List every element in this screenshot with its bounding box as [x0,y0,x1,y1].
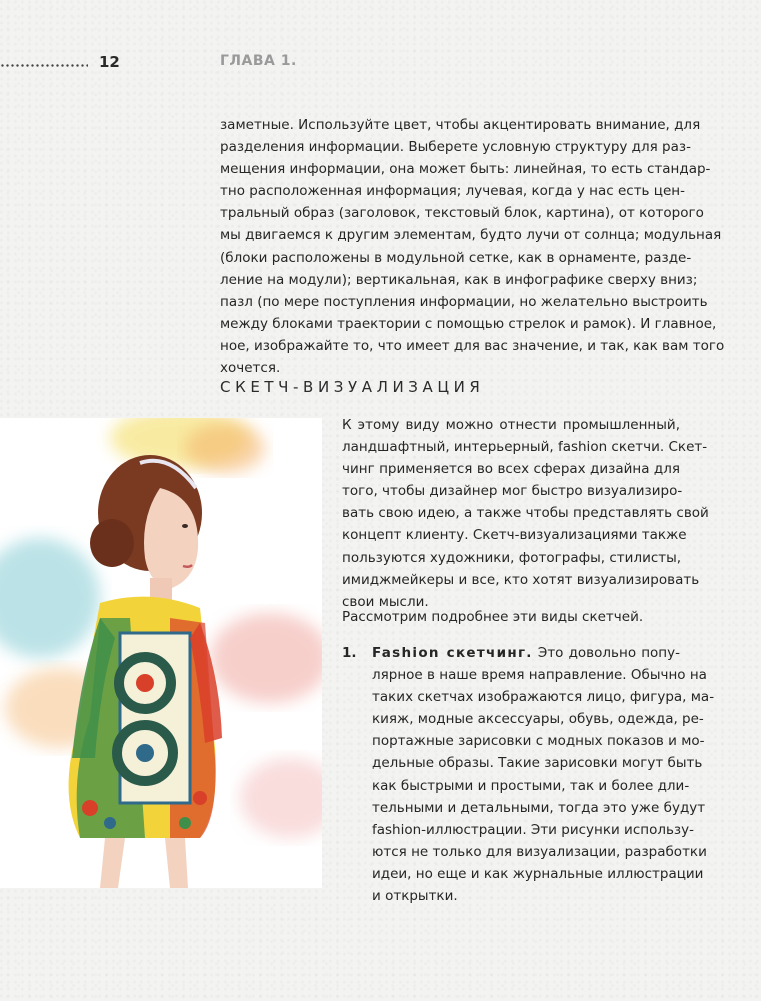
list-item-first-line: Это довольно попу- [532,645,680,661]
hair-bun [90,519,134,567]
text-line: ление на модули); вертикальная, как в инфографике сверху вниз; [220,271,698,288]
text-line: fashion-иллюстрации. Эти рисунки использу- [372,821,694,838]
text-line: кияж, модные аксессуары, обувь, одежда, ре- [372,711,704,728]
text-line: концепт клиенту. Скетч-визуализациями также [342,527,687,544]
text-line [372,642,680,664]
text-line: лярное в наше время направление. Обычно на [372,667,707,684]
text-line: тно расположенная информация; лучевая, когда у нас есть цен- [220,183,685,200]
text-line: таких скетчах изображаются лицо, фигура, ма- [372,689,715,706]
text-line: ются не только для визуализации, разработки [372,843,707,860]
dotted-rule [0,64,88,67]
list-item-body [372,642,715,907]
text-line: мещения информации, она может быть: линейная, то есть стандар- [220,161,711,178]
list-item-number: 1. [342,645,357,661]
text-line: между блоками траектории с помощью стрелок и рамок). И главное, [220,315,717,332]
text-line: заметные. Используйте цвет, чтобы акцентировать внимание, для [220,117,701,133]
text-line: свои мысли. [342,593,429,610]
fashion-sketch-illustration [0,418,322,888]
text-line: имиджмейкеры и все, кто хотят визуализировать [342,571,700,588]
text-line: (блоки расположены в модульной сетке, как в орнаменте, разде- [220,249,692,266]
text-line: как быстрыми и простыми, так и более дли- [372,777,690,794]
text-line: К этому виду можно отнести промышленный, [342,417,680,433]
list-item-title: Fashion скетчинг. [372,645,533,661]
paragraph-types-intro: Рассмотрим подробнее эти виды скетчей. [342,609,644,625]
text-line: тральный образ (заголовок, текстовый блок, картина), от которого [220,205,704,222]
page-number: 12 [99,53,120,71]
text-line: ландшафтный, интерьерный, fashion скетчи. Скет- [342,439,708,456]
splash-orange [185,423,265,473]
text-line: дельные образы. Такие зарисовки могут быть [372,755,703,772]
text-line: вать свою идею, а также чтобы представлять свой [342,505,709,522]
chapter-title: ГЛАВА 1. [220,53,297,69]
text-line: ное, изображайте то, что имеет для вас значение, и так, как вам того [220,337,725,354]
text-line: портажные зарисовки с модных показов и мо- [372,733,705,750]
section-heading: СКЕТЧ-ВИЗУАЛИЗАЦИЯ [220,378,485,396]
text-line: того, чтобы дизайнер мог быстро визуализиро- [342,483,683,500]
paragraph-structure [220,114,725,379]
text-line: и открытки. [372,888,458,905]
text-line: пользуются художники, фотографы, стилисты, [342,549,682,566]
fashion-sketch-icon [0,418,322,888]
text-line: хочется. [220,360,281,377]
text-line: разделения информации. Выберете условную структуру для раз- [220,139,691,156]
paragraph-sketch-intro [342,414,709,613]
text-line: пазл (по мере поступления информации, но желательно выстроить [220,293,708,310]
text-line: тельными и детальными, тогда это уже будут [372,799,706,816]
text-line: мы двигаемся к другим элементам, будто лучи от солнца; модульная [220,227,722,244]
text-line: идеи, но еще и как журнальные иллюстрации [372,865,704,882]
text-line: чинг применяется во всех сферах дизайна для [342,461,680,478]
page-header [0,50,761,80]
